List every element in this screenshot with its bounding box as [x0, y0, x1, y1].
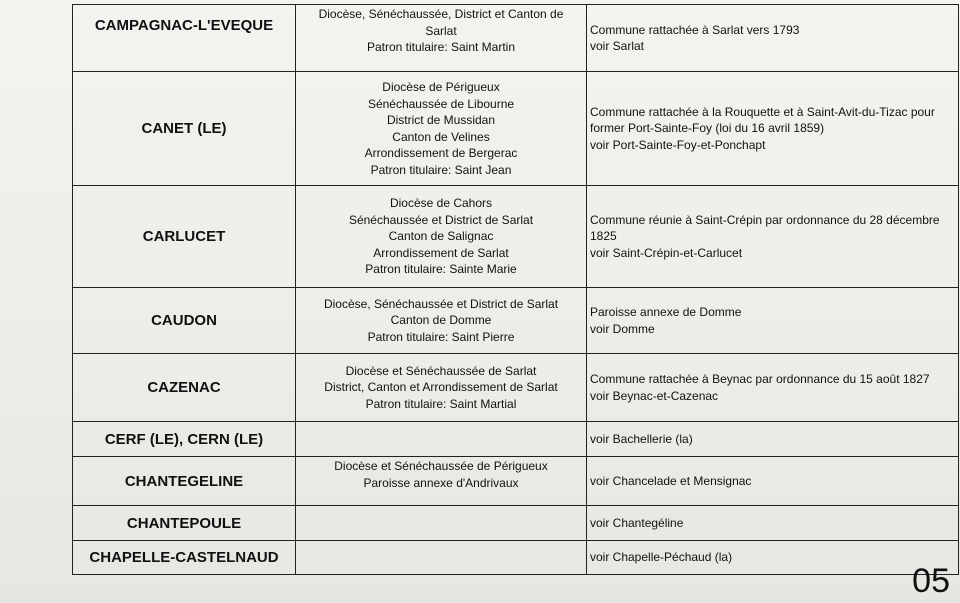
commune-name: CHANTEPOULE	[73, 506, 296, 541]
commune-name: CHANTEGELINE	[73, 457, 296, 506]
commune-note: voir Chancelade et Mensignac	[587, 457, 959, 506]
commune-description	[296, 506, 587, 541]
commune-note: Commune réunie à Saint-Crépin par ordonnance du 28 décembre 1825 voir Saint-Crépin-et-Carlucet	[587, 186, 959, 288]
commune-name: CAMPAGNAC-L'EVEQUE	[73, 5, 296, 72]
commune-description: Diocèse, Sénéchaussée, District et Canton de Sarlat Patron titulaire: Saint Martin	[296, 5, 587, 72]
table-row	[73, 541, 959, 575]
commune-name: CERF (LE), CERN (LE)	[73, 422, 296, 457]
commune-description: Diocèse et Sénéchaussée de Périgueux Paroisse annexe d'Andrivaux	[296, 457, 587, 506]
table-row	[73, 288, 959, 354]
table-row	[73, 422, 959, 457]
commune-name: CHAPELLE-CASTELNAUD	[73, 541, 296, 575]
commune-description	[296, 541, 587, 575]
table-row	[73, 186, 959, 288]
commune-description: Diocèse de Périgueux Sénéchaussée de Libourne District de Mussidan Canton de Velines Arrondissement de Bergerac Patron titulaire: Saint Jean	[296, 72, 587, 186]
commune-name: CAZENAC	[73, 354, 296, 422]
table-row	[73, 354, 959, 422]
commune-name: CANET (LE)	[73, 72, 296, 186]
commune-description	[296, 422, 587, 457]
table-row	[73, 506, 959, 541]
commune-name: CARLUCET	[73, 186, 296, 288]
page-number: 05	[912, 562, 950, 600]
commune-note: voir Chantegéline	[587, 506, 959, 541]
commune-note: Paroisse annexe de Domme voir Domme	[587, 288, 959, 354]
table-row	[73, 457, 959, 506]
table-row	[73, 72, 959, 186]
commune-note: voir Bachellerie (la)	[587, 422, 959, 457]
commune-note: Commune rattachée à Sarlat vers 1793 voir Sarlat	[587, 5, 959, 72]
commune-note: Commune rattachée à la Rouquette et à Saint-Avit-du-Tizac pour former Port-Sainte-Foy (loi du 16 avril 1859) voir Port-Sainte-Foy-et-Ponchapt	[587, 72, 959, 186]
commune-note: Commune rattachée à Beynac par ordonnance du 15 août 1827 voir Beynac-et-Cazenac	[587, 354, 959, 422]
commune-description: Diocèse de Cahors Sénéchaussée et District de Sarlat Canton de Salignac Arrondissement de Sarlat Patron titulaire: Sainte Marie	[296, 186, 587, 288]
commune-note: voir Chapelle-Péchaud (la)	[587, 541, 959, 575]
commune-name: CAUDON	[73, 288, 296, 354]
table-row	[73, 5, 959, 72]
commune-table	[72, 4, 959, 575]
commune-description: Diocèse, Sénéchaussée et District de Sarlat Canton de Domme Patron titulaire: Saint Pierre	[296, 288, 587, 354]
commune-description: Diocèse et Sénéchaussée de Sarlat District, Canton et Arrondissement de Sarlat Patron titulaire: Saint Martial	[296, 354, 587, 422]
